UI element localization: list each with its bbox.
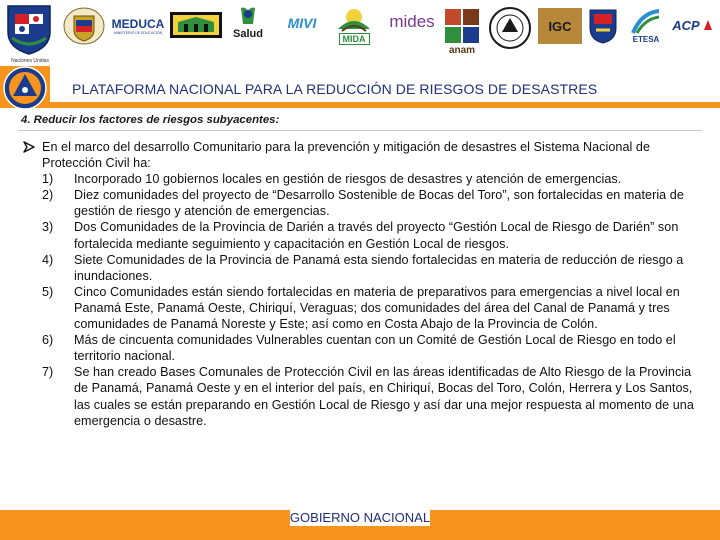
footer-label-wrap (0, 510, 720, 526)
list-item (22, 252, 698, 284)
list-item (22, 284, 698, 332)
meduca-logo (112, 10, 164, 42)
mida-logo (334, 4, 374, 46)
body-content (22, 139, 698, 429)
list-item (22, 171, 698, 187)
igc-logo-text: IGC (548, 18, 572, 34)
achievements-list (22, 171, 698, 429)
intro-bullet (22, 139, 698, 171)
logo-strip (0, 0, 720, 62)
list-item-text: Se han creado Bases Comunales de Protección Civil en las áreas identificadas de Alto Riesgo de la Provincia de Panamá, Panamá Oeste y en el interior del país, en Chiriquí, Bocas del Toro, Colón, Herrera y Los Santos, las cuales se están preparando en Gestión Local de Riesgo y así dar una mejor respuesta al momento de una emergencia o desastre. (74, 365, 694, 428)
list-item-number: 5) (42, 284, 54, 299)
etesa-logo-text: ETESA (632, 34, 660, 44)
page-title: PLATAFORMA NACIONAL PARA LA REDUCCIÓN DE RIESGOS DE DESASTRES (72, 81, 598, 97)
title-underline-bar (0, 102, 720, 108)
list-item-number: 6) (42, 333, 54, 348)
list-item (22, 364, 698, 428)
list-item-number: 3) (42, 220, 54, 235)
building-logo (170, 12, 222, 38)
un-emblem-logo (2, 2, 56, 64)
list-item (22, 219, 698, 251)
footer-bar (0, 510, 720, 540)
round-seal-logo (488, 6, 532, 50)
list-item-number: 2) (42, 188, 54, 203)
intro-text: En el marco del desarrollo Comunitario para la prevención y mitigación de desastres el Sistema Nacional de Protección Civil ha: (42, 140, 651, 171)
etesa-logo (626, 6, 666, 46)
footer-label: GOBIERNO NACIONAL (289, 510, 431, 525)
list-item (22, 187, 698, 219)
anam-logo (442, 4, 482, 60)
salud-logo-text: Salud (233, 28, 263, 40)
acp-logo (670, 12, 716, 38)
anam-logo-text: anam (448, 44, 476, 56)
emblem-caption: Naciones Unidas (11, 58, 49, 64)
list-item (22, 332, 698, 364)
list-item-number: 4) (42, 252, 54, 267)
mida-logo-text: MIDA (339, 33, 370, 45)
acp-logo-text: ACP (672, 17, 700, 33)
mivi-logo (276, 10, 328, 36)
title-band (0, 66, 720, 108)
list-item-number: 7) (42, 365, 54, 380)
list-item-text: Más de cincuenta comunidades Vulnerables cuentan con un Comité de Gestión Local de Riesgo en todo el territorio nacional. (74, 333, 676, 364)
meduca-logo-text: MEDUCA (111, 17, 165, 31)
list-item-text: Incorporado 10 gobiernos locales en gestión de riesgos de desastres y atención de emergencias. (74, 172, 622, 187)
meduca-logo-subtext: MINISTERIO DE EDUCACIÓN (113, 31, 163, 35)
igc-logo (538, 8, 582, 44)
mides-logo-text: mides (389, 12, 435, 31)
section-subtitle: 4. Reducir los factores de riesgos subyacentes: (21, 114, 280, 126)
civil-protection-badge-icon (3, 66, 47, 110)
salud-logo (226, 4, 270, 42)
subtitle-divider (18, 130, 702, 131)
list-item-text: Siete Comunidades de la Provincia de Panamá esta siendo fortalecidas en materia de reducción de riesgo a inundaciones. (74, 252, 684, 283)
list-item-text: Diez comunidades del proyecto de “Desarrollo Sostenible de Bocas del Toro”, son fortalecidas en materia de gestión de riesgo y atención de emergencias. (74, 188, 684, 219)
sinaproc-shield-logo (588, 8, 618, 44)
mivi-logo-text: MIVI (287, 15, 317, 31)
mides-logo (384, 8, 440, 36)
list-item-text: Cinco Comunidades están siendo fortalecidas en materia de preparativos para emergencias a nivel local en Panamá Este, Panamá Oeste, Chiriquí, Veraguas; dos comunidades del área del Canal de Panamá y tres comunidades de Panamá Noreste y Este; así como en Costa Abajo de la Provincia de Colón. (74, 284, 680, 332)
arrow-bullet-icon (22, 140, 36, 154)
coat-of-arms-logo (62, 6, 106, 46)
list-item-number: 1) (42, 172, 54, 187)
list-item-text: Dos Comunidades de la Provincia de Darién a través del proyecto “Gestión Local de Riesgo de Darién” son fortalecida mediante seguimiento y capacitación en Gestión Local de riesgos. (74, 220, 679, 251)
